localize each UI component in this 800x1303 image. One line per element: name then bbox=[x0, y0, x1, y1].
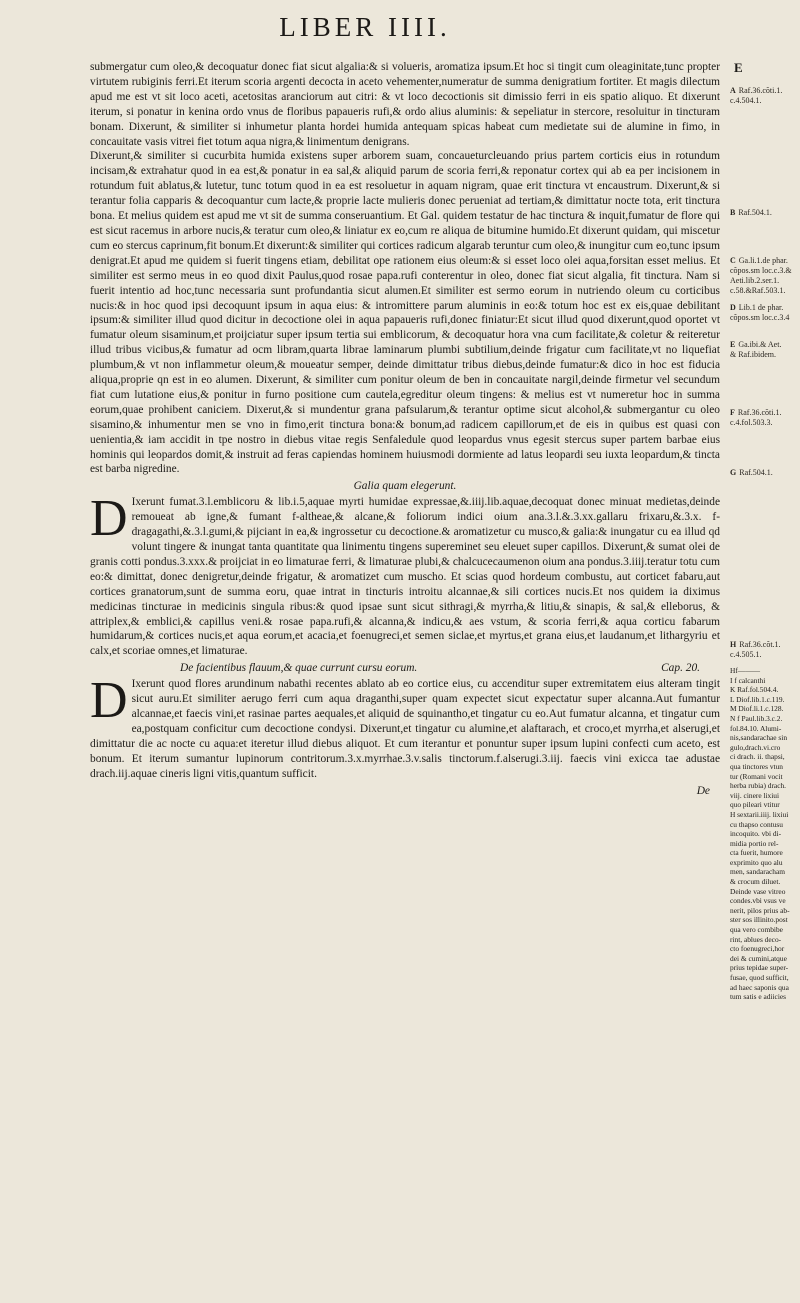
dropcap: D bbox=[90, 672, 128, 730]
margin-note-a: A Raf.36.cõti.1. c.4.504.1. bbox=[730, 86, 783, 105]
chapter-number: Cap. 20. bbox=[661, 662, 700, 675]
paragraph-3: D Ixerunt fumat.3.l.emblicoru & lib.i.5,aquae myrti humidae expressae,&.iiij.lib.aquae,decoquat donec minuat medietas,deinde remoueat ab igne,& fumant f-altheae,& alcane,& foliorum indici oium ana.3.l.&.3.xx.gallaru frixaru,&.3.x. f-dragagathi,&.3.l.gumi,& pijciant in ea,& ingrossetur cu decoctione.& aromatizetur cu musco,& galia:& inungatur cu ea illud qd volunt tingere & inungat tanta quantitate qua linimentu tingens supereminet seu eleuet super capillos. Dixerunt,& sumat olei de granis cotti pondus.3.xxx.& proijciat in eo limaturae ferri, & limaturae plubi,& chalcucecaumenon oium ana pondus.3.iiij.teratur totu cum eo:& dimittat, donec denigretur,deinde frigatur, & aromatizet cum muscho. Et scias quod hordeum combustu, aut corticet fabaru,aut cortices granatorum,sunt de summa eoru, quae intrat in tincturis introitu alcannae,& sili cortices nucis.Et nos quidem ia diximus medicinas tincturae in medicinis singula ribus:& quod ipsae sunt sicut sithragi,& myrrha,& litiu,& sinapis, & sal,& elleborus, & attriplex,& emblici,& capillus veni.& rosae papa.rufi,& alcanna,& indicu,& aes vstum, & scoria ferri,& aqua corticu fabarum humidarum,& cortices nucis,et aqua eorum,et acacia,et foenugreci,et semen siclae,et myrtus,et grana eius,et laudanum,et lithargyriu et calx,et scoriae omnes,et limaturae. bbox=[90, 490, 720, 658]
corner-letter: E bbox=[734, 60, 743, 75]
chapter-title: De facientibus flauum,& quae currunt cursu eorum. bbox=[180, 662, 418, 675]
paragraph-4: D Ixerunt quod flores arundinum nabathi recentes ablato ab eo cortice eius, cu accenditur super extremitatem eius alteram tingit sicut auru.Et similiter aerugo ferri cum aqua draganthi,super quam expectet sicut expectatur super alcanna.Aut fumantur alcannae,et faecis vini,et rasinae partes aequales,et aliquid de squinantho,et tingatur cu eo.Aut fumatur alcanna, et tingatur cum ea,postquam conficitur cum decoctione condysi. Dixerunt,et tingatur cu alumine,et alaftarach, et croco,et myrrha,et alserugi,et dimittatur die ac nocte cu aqua:et iteretur illud diebus aliquot. Et cum iterantur et ponuntur super ipsum lupini confecti cum aceto, est bonum. Et iterum sumantur lupinorum contritorum.3.x.myrrhae.3.v.salis tinctorum.f.alserugi.3.iij. faecis vini exicca tae adustae drach.iij.aquae cineris ligni vitis,quantum sufficit. bbox=[90, 672, 720, 780]
margin-column: Hf——— I f calcanthi K Raf.fol.504.4. L Diof.lib.1.c.119. M Diof.li.1.c.128. N f Paul.lib.3.c.2. fol.84.10. Alumi- nis,sandarachae sin gulo,drach.vi.cro ci drach. ii. thapsi, qua tinctores vtun tur (Romani vocit herba rubia) drach. viij. cinere lixiui quo pileari vtitur H sextarii.iiij. lixiui cu thapso contusu incoquito. vbi di- midia portio rel- cta fuerit, humore exprimito quo alu men, sandaracham & crocum diluet. Deinde vase vitreo condes.vbi vsus ve nerit, pilos prius ab- ster sos illinito.post qua vero combibe rint, ablues deco- cto foenugreci,hor dei & cumini,atque prius tepidae super- fusae, quod sufficit, ad haec saponis qua tum satis e adiicies bbox=[730, 666, 790, 1002]
paragraph-2: Dixerunt,& similiter si cucurbita humida existens super arborem suam, concaueturcleuando prius partem corticis eius in rotundum incisam,& extrahatur quod in ea est,& ponatur in ea sal,& aliquid parum de scoria ferri,& reponatur cortex qui ab ea per incisionem in rotundum fuit ablatus,& lutetur, tunc totum quod in ea est resoluetur in aquam nigram, quae erit tinctura vt encaustrum. Dixerunt,& si terantur folia capparis & decoquantur cum lacte,& proprie lacte mulieris donec perueniat ad tertiam,& dimittatur nocte tota, erit tinctura bona. Et melius quidem est apud me vt sit de summa conseruantium. Et Gal. quidem testatur de hac tinctura & inquit,fumatur de flore qui est sicut racemus in arbore nucis,& teratur cum oleo,& liniatur ex eo,cum re aliqua de bitumine humido.Et dixerunt quidam, qui miscetur cum eo stercus caprinum,fit bonum.Et dixerunt:& similiter qui cortices radicum algarab teruntur cum oleo,& inungitur cum eo,tunc ipsum denigrat.Et apud me quidem si fuerit tingens etiam, debilitat ope rationem eius oleum:& si esset loco olei aqua,forsitan esset melius. Et similiter est sermo meus in eo quod dixit Paulus,quod rosae papa.rufi conterentur in oleo, donec fiat sicut algalia, fit tinctura. Nam si fuerit intentio ad hoc,tunc necessaria sunt profundantia sicut alumen.Et similiter est sermo eorum in nutriendo oleum cu corticibus nucis:& in hoc quod ipsi decoquunt ipsum in aqua eius: & intromittere parum aluminis in eo:& totum hoc est ex eis,quae debilitant ipsum:& similiter illud quod dicitur in decoctione olei in aqua papaueris rufi,donec finiatur:Et sicut illud quod dixerunt,quod oportet vt fumatur oleum sisaminum,et proijciatur super ipsum tertia sui emblicorum, & decoquatur hora vna cum facilitate,& coletur & reiteretur illud tribus vicibus,& fumatur ad ocm libram,quarta librae laminarum plumbi subtilium,deinde frigatur cum facilitate,vt no liquefiat plumbum,& vt non inflammetur oleum,& moueatur semper, deinde dimittatur tribus diebus,deinde fumatur:& dico in hoc est fiducia aliqua,proprie qn est in eo alumen. Dixerunt, & similiter cum ponitur oleum de ben in concauitate nargil,deinde firmetur vel secundum fiat cum lutatione eius,& ponitur in furno positione cum cautela,egreditur oleum tingens: & melius est vt numeretur hoc in summa eorum,quae prohibent caniciem. Dixerut,& si mundentur grana pafsularum,& terantur optime sicut alcohol,& submergantur cu oleo sisamino,& inhumentur men se vno in fimo,erit tinctura bona:& bonum,ad radicem capillorum,et de eis in quibus est quasi con uenientia,& iam accidit in tpe nostro in diebus vitae regis Senfaledule quod leopardus vnus egesit stercus super partem barbae eius hominis qui leopardos domit,& instruit ad feras capiendas hominem huiusmodi dormiente ad latus leopardi seu iuxta leopardum,& tincta est barba nigredine. bbox=[90, 150, 720, 476]
section-heading: Galia quam elegerunt. bbox=[353, 480, 457, 493]
chapter-heading bbox=[90, 661, 720, 676]
catchword: De bbox=[696, 784, 710, 797]
margin-note-f: F Raf.36.cõti.1. c.4.fol.503.3. bbox=[730, 408, 782, 427]
page-title: LIBER IIII. bbox=[279, 12, 451, 42]
margin-note-g: G Raf.504.1. bbox=[730, 468, 773, 477]
margin-note-c: C Ga.li.1.de phar. cõpos.sm loc.c.3.& Aeti.lib.2.ser.1. c.58.&Raf.503.1. bbox=[730, 256, 792, 295]
margin-note-b: B Raf.504.1. bbox=[730, 208, 772, 217]
main-text bbox=[90, 60, 720, 798]
margin-note-h: H Raf.36.cõt.1. c.4.505.1. bbox=[730, 640, 781, 659]
paragraph-1: submergatur cum oleo,& decoquatur donec fiat sicut algalia:& si volueris, aromatiza ipsum.Et hoc si tingit cum oleaginitate,tunc propter virtutem rubiginis ferri.Et iterum scoria argenti decocta in aceto vehementer,numeratur de summa denigratium fortiter. Et magis dilectum apud me est vt sit loco aceti, acetositas aranciorum aut citri: & vt loco decoctionis sit dimissio ferri in eis spatio aliquo. Et dixerunt iterum, si ponatur in kenina ordo vnus de floribus papaueris rufi,& ordo alius aluminis: & sepeliatur in stercore, resoluitur in tincturam bonam. Dixerunt, & similiter si inhumetur planta hordei humida antequam spicas habeat cum medietate sui de alumine in fimo, in concauitate vasis vitrei fiet totum aqua nigra,& linimentum denigrans. bbox=[90, 61, 720, 148]
dropcap: D bbox=[90, 490, 128, 548]
margin-note-e: E Ga.ibi.& Aet. & Raf.ibidem. bbox=[730, 340, 782, 359]
margin-note-d: D Lib.1 de phar. cõpos.sm loc.c.3.4 bbox=[730, 303, 790, 322]
